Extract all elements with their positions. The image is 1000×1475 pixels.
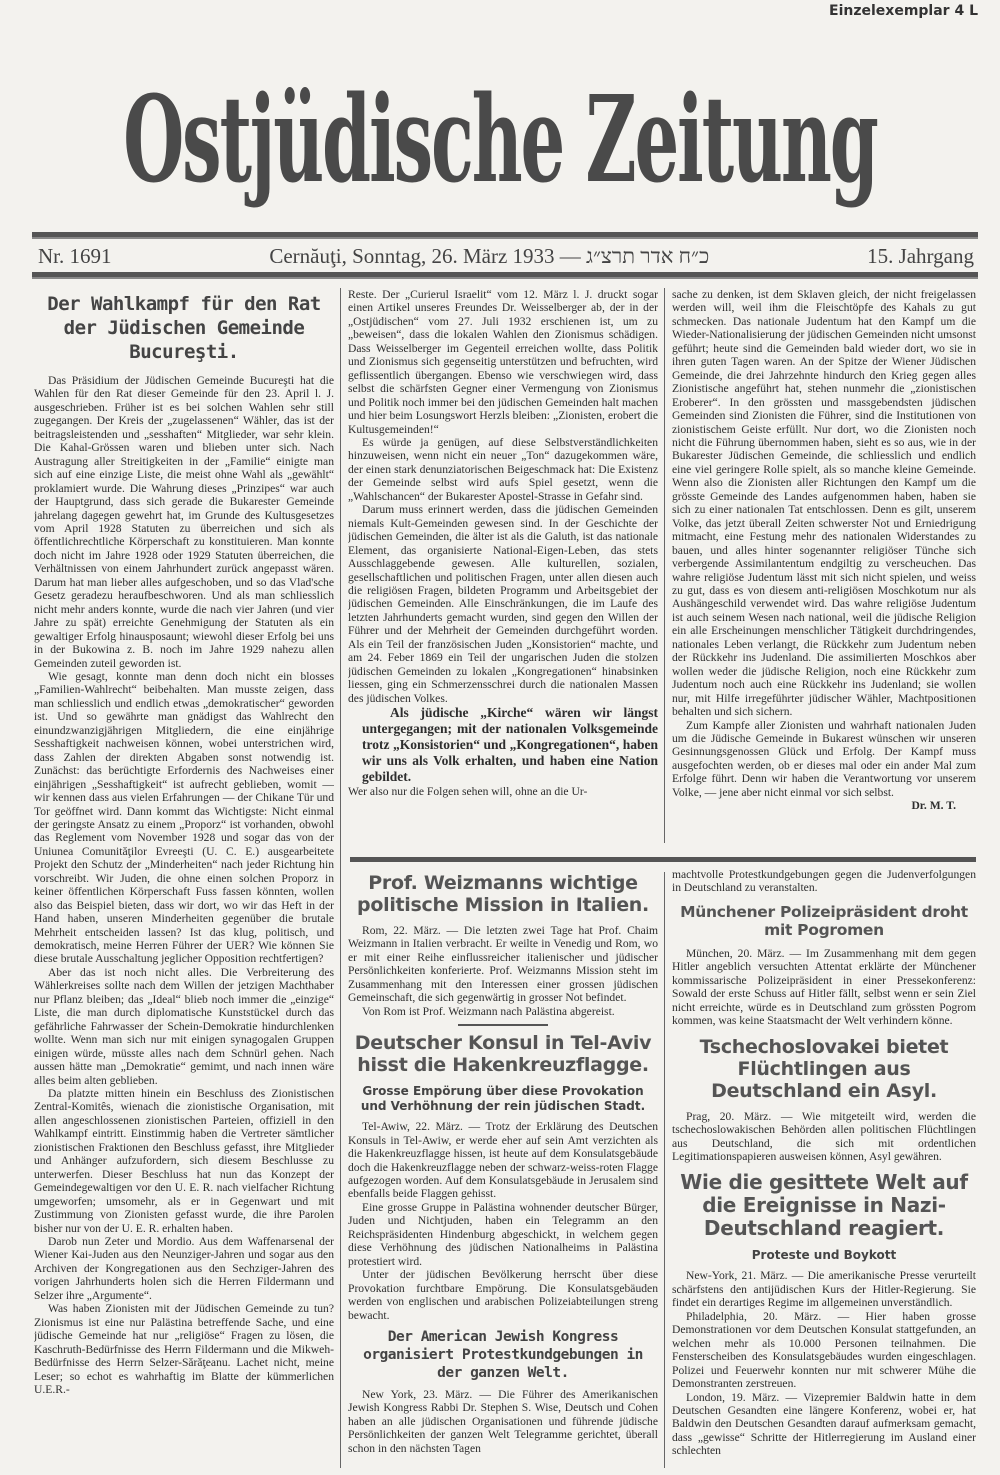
kongress-title: Der American Jewish Kongress organisiert Protestkundgebungen in der ganzen Welt. — [363, 1328, 643, 1381]
issue-dateline: Cernăuţi, Sonntag, 26. März 1933 — כ״ח אדר תרצ״ג — [269, 244, 710, 268]
prag-title: Tschechoslovakei bietet Flüchtlingen aus Deutschland ein Asyl. — [699, 1035, 949, 1102]
news-col2 — [348, 868, 658, 1468]
paragraph: Zum Kampfe aller Zionisten und wahrhaft nationalen Juden um die Jüdische Gemeinde in Bukarest wünschen wir unseren Gesinnungsgenossen Glück und Erfolg. Der Kampf muss ausgefochten werden, ob er dieses mal oder ein ander Mal zum Erfolge führt. Denn wir haben die Verantwortung vor unserem Volke, — jene aber nicht einmal vor sich selbst. — [672, 718, 976, 799]
paragraph: Wer also nur die Folgen sehen will, ohne an die Ur- — [348, 785, 588, 799]
paragraph: Darob nun Zeter und Mordio. Aus dem Waffenarsenal der Wiener Kai-Juden aus den Neunziger-Jahren und sogar aus den Archiven der Kongregationen aus den Sechziger-Jahren des vorigen Jahrhunderts holen sich die Herren Fildermann und Selzer ihre „Argumente“. — [34, 1235, 334, 1302]
paragraph: Aber das ist noch nicht alles. Die Verbreiterung des Wählerkreises sollte nach dem Willen der jetzigen Machthaber nur Pflanz bleiben; das „Ideal“ blieb noch immer die „einzige“ Liste, die man durch diplomatische Kunststückel durch das gefährliche Fahrwasser der Schein-Demokratie hindurchlenken wollte. Wenn man sich nur mit einigen synagogalen Gruppen einigen würde, müsste alles nach dem Schnürl gehen. Nach aussen hätte man „Demokratie“ gemimt, und nach innen wäre alles beim alten geblieben. — [34, 965, 334, 1087]
paragraph: Philadelphia, 20. März. — Hier haben grosse Demonstrationen vor dem Deutschen Konsulat stattgefunden, an welchen mehr als 10.000 Personen teilnahmen. Die Fensterscheiben des Konsulatsgebäudes wurden eingeschlagen. Polizei und Feuerwehr konnten nur mit schwerer Mühe die Demonstranten zerstreuen. — [672, 1309, 976, 1391]
paragraph: Da platzte mitten hinein ein Beschluss des Zionistischen Zentral-Komitês, wienach die zionistische Organisation, mit allen angeschlossenen zionistischen Parteien, offiziell in den Wahlkampf eintritt. Einstimmig haben die Vertreter sämtlicher zionistischen Fraktionen den Beschluss gefasst, ihre Mitglieder und Anhänger aufzufordern, sich diesem Beschlusse zu unterwerfen. Dieser Beschluss hat nun das Konzept der Gemeindegewaltigen vor den U. E. R. nach vielfacher Richtung umgeworfen; umsomehr, als er in Gegenwart und mit Zustimmung von Zionisten gefasst wurde, die ihre Parolen bisher nur von der U. E. R. erhalten haben. — [34, 1087, 334, 1235]
paragraph: Wie gesagt, konnte man denn doch nicht ein blosses „Familien-Wahlrecht“ beibehalten. Man musste zeigen, dass man schliesslich und endlich etwas „demokratischer“ geworden ist. Und so gewährte man gnädigst das Wahlrecht den einundzwanzigjährigen Mitgliedern, die eine einjährige Sesshaftigkeit nachweisen können, wobei unterstrichen wird, dass Zahlen der direkten Abgaben sonst notwendig ist. Zunächst: das berüchtigte Erfordernis des Nachweises einer einjährigen „Sesshaftigkeit“ ist aufrecht geblieben, womit — wir kennen dass aus vielen Erfahrungen — der Chikane Tür und Tor geöffnet wird. Dann kommt das Wichtigste: Nicht einmal der geringste Ansatz zu einem „Proporz“ ist vorhanden, obwohl das Reglement vom November 1928 und sogar das von der Uniunea Comunităţilor Evreeşti (U. C. E.) ausgearbeitete Projekt den Schutz der „Minderheiten“ nach jeder Richtung hin vorschreibt. Wir Juden, die ohne einen solchen Proporz in keiner öffentlichen Körperschaft Fuss fassen könnten, wollen also das Beispiel bieten, dass wir dort, wo wir das Heft in der Hand haben, unseren Minderheiten gegenüber die brutale Mehrheit entscheiden lassen? Ist das klug, politisch, und demokratisch, meine Herren Führer der UER? Wie können Sie diese brutale Ausschaltung jeglicher Opposition rechtfertigen? — [34, 669, 334, 966]
paragraph: Es würde ja genügen, auf diese Selbstverständlichkeiten hinzuweisen, wenn nicht ein neuer „Ton“ dazugekommen wäre, der einen stark denunziatorischen Beigeschmack hat: Die Existenz der Gemeinde selbst wird aufs Spiel gesetzt, wenn die „Wahlschancen“ der Bukarester Apostel-Strasse in Gefahr sind. — [348, 435, 658, 503]
paragraph: Rom, 22. März. — Die letzten zwei Tage hat Prof. Chaim Weizmann in Italien verbracht. Er weilte in Venedig und Rom, wo er mit einer Reihe einflussreicher italienischer und jüdischer Persönlichkeiten konferierte. Prof. Weizmanns Mission steht im Zusammenhang mit den Interessen einer grossen jüdischen Gemeinschaft, die sich gegenwärtig in grosser Not befindet. — [348, 924, 658, 1005]
welt-subtitle: Proteste und Boykott — [751, 1248, 897, 1263]
news-col3 — [672, 868, 976, 1468]
paragraph: Von Rom ist Prof. Weizmann nach Palästina abgereist. — [362, 1004, 615, 1018]
lead-article-title: Der Wahlkampf für den Rat der Jüdischen Gemeinde Bucureşti. — [47, 293, 321, 363]
column-divider — [340, 288, 341, 1468]
paragraph: Das Präsidium der Jüdischen Gemeinde Bucureşti hat die Wahlen für den Rat dieser Gemeinde für den 23. April l. J. ausgeschrieben. Früher ist es bei solchen Wahlen sehr still zugegangen. Der Kreis der „zugelassenen“ Wähler, das ist der beitragsleistenden und „sesshaften“ Mitglieder, war sehr klein. Die Kahal-Grössen waren und blieben unter sich. Nach Austragung aller Streitigkeiten in der „Familie“ einigte man sich auf eine einzige Liste, die meist ohne Wahl als „gewählt“ proklamiert wurde. Die Wahrung dieses „Prinzipes“ war auch der Hauptgrund, dass sich gerade die Bukarester Gemeinde jahrelang dagegen gewehrt hat, im Grunde des Kultusgesetzes vom April 1928 Statuten zu überreichen und sich als öffentlichrechtliche Körperschaft zu konstituieren. Man konnte doch nicht im Jahre 1928 oder 1929 Statuten überreichen, die Verhältnissen von einem Jahrhundert zurück angepasst wären. Darum hat man lieber alles aufgeschoben, und so das Vlad'sche Gesetz geradezu heraufbeschworen. Und als man schliesslich nicht mehr anders konnte, wurde die nach vier Jahren (und vier Jahre zu spät) erreichte Genehmigung der Statuten als ein gewaltiger Erfolg hinausposaunt; wiewohl dieser Erfolg bei uns in der Bukowina z. B. noch im Jahre 1929 nahezu allen Gemeinden zuteil geworden ist. — [34, 374, 334, 670]
paragraph: Prag, 20. März. — Wie mitgeteilt wird, werden die tschechoslowakischen Behörden allen politischen Flüchtlingen aus Deutschland, die sich mit ordentlichen Legitimationspapieren ausweisen können, Asyl gewähren. — [672, 1109, 976, 1163]
lead-article-col2 — [348, 288, 658, 846]
issue-info-line — [38, 242, 974, 270]
paragraph: Reste. Der „Curierul Israelit“ vom 12. März l. J. druckt sogar einen Artikel unseres Freundes Dr. Weisselberger ab, der in der „Ostjüdischen“ vom 27. Juli 1932 erschienen ist, um zu „beweisen“, dass die lokalen Wahlen den Zionismus schädigen. Dass Weisselberger im Gegenteil erreichen wollte, dass Politik und Zionismus sich gegenseitig unterstützen und befruchten, wird geflissentlich übergangen. Ebenso wie verschwiegen wird, dass selbst die schärfsten Gegner einer Vermengung von Zionismus und Politik noch immer bei den jüdischen Gemeinden halt machen und hier beim Losungswort Herzls bleiben: „Zionisten, erobert die Kultusgemeinden!“ — [348, 288, 658, 436]
bold-quote: Als jüdische „Kirche“ wären wir längst untergegangen; mit der nationalen Volksgemeinde trotz „Konsistorien“ und „Kongregationen“, haben wir uns als Volk erhalten, und haben eine Nation gebildet. — [362, 705, 658, 785]
section-rule — [350, 857, 976, 862]
konsul-subtitle: Grosse Empörung über diese Provokation und Verhöhnung der rein jüdischen Stadt. — [360, 1084, 646, 1114]
signature: Dr. M. T. — [911, 799, 956, 813]
masthead-rule-bottom — [32, 272, 978, 279]
weizmann-title: Prof. Weizmanns wichtige politische Mission in Italien. — [357, 872, 649, 916]
paragraph: München, 20. März. — Im Zusammenhang mit dem gegen Hitler angeblich versuchten Attentat erklärte der Münchener kommissarische Polizeipräsident in einer Pressekonferenz: Sowald der erste Schuss auf Hitler fällt, selbst wenn er sein Ziel nicht erreichte, würde es in Deutschland zum grössten Pogrom kommen, was keine Staatsmacht der Welt verhindern könne. — [672, 946, 976, 1028]
welt-title: Wie die gesittete Welt auf die Ereignisse in Nazi-Deutschland reagiert. — [680, 1170, 968, 1241]
muenchen-title: Münchener Polizeipräsident droht mit Pogromen — [680, 902, 968, 939]
paragraph: machtvolle Protestkundgebungen gegen die Judenverfolgungen in Deutschland zu veranstalten. — [672, 868, 976, 895]
paragraph: Tel-Awiw, 22. März. — Trotz der Erklärung des Deutschen Konsuls in Tel-Awiw, er werde eher auf sein Amt verzichten als die Hakenkreuzflagge hissen, ist heute auf dem Konsulatsgebäude doch die Hakenkreuzflagge neben der schwarz-weiss-roten Flagge aufgezogen worden. Auf dem Konsulatsgebäude in Jerusalem sind ebenfalls beide Flaggen gehisst. — [348, 1120, 658, 1201]
paragraph: Darum muss erinnert werden, dass die jüdischen Gemeinden niemals Kult-Gemeinden gewesen sind. In der Geschichte der jüdischen Gemeinden, die älter ist als die Galuth, ist das nationale Element, das organisierte National-Eigen-Leben, das stets Ausschlaggebende gewesen. Alle kulturellen, sozialen, gesellschaftlichen und politischen Fragen, unter allen diesen auch die religiösen Fragen, bildeten Programm und Arbeitsgebiet der jüdischen Gemeinden. Alle Einschränkungen, die im Laufe des letzten Jahrhunderts gemacht wurden, sind gegen den Willen der Führer und der Mehrheit der Gemeinden durchgeführt worden. Als ein Teil der französischen Juden „Konsistorien“ machte, und am 24. Feber 1869 ein Teil der ungarischen Juden die stolzen jüdischen Gemeinden zu lokalen „Kongregationen“ hinabsinken liessen, ging ein Schmerzensschrei durch die nationalen Massen des jüdischen Volkes. — [348, 503, 658, 705]
issue-volume: 15. Jahrgang — [867, 244, 974, 268]
article-divider — [458, 1024, 548, 1026]
paragraph: London, 19. März. — Vizepremier Baldwin hatte in dem Deutschen Gesandten eine längere Konferenz, wobei er, hat Baldwin den Deutschen Gesandten darauf aufmerksam gemacht, dass „gewisse“ Schritte der Hitlerregierung im Ausland einer schlechten — [672, 1390, 976, 1458]
column-divider — [664, 288, 665, 843]
lead-article-col1 — [34, 288, 334, 1468]
newspaper-masthead: Ostjüdische Zeitung — [123, 68, 877, 210]
lead-article-col3 — [672, 288, 976, 846]
paragraph: Was haben Zionisten mit der Jüdischen Gemeinde zu tun? Zionismus ist eine nur Palästina betreffende Sache, und eine jüdische Gemeinde hat nur „religiöse“ Fragen zu lösen, die Kaschruth-Bedürfnisse des Herrn Fildermann und die Mikweh-Bedürfnisse des Herrn Selzer-Sărăţeanu. Lachet nicht, meine Leser; so echot es wahrhaftig im Blatte der kümmerlichen U.E.R.- — [34, 1302, 334, 1396]
paragraph: Eine grosse Gruppe in Palästina wohnender deutscher Bürger, Juden und Nichtjuden, haben ein Telegramm an den Reichspräsidenten Hindenburg abgeschickt, in welchem gegen diese Verhöhnung des jüdischen Nationalheims in Palästina protestiert wird. — [348, 1200, 658, 1268]
paragraph: sache zu denken, ist dem Sklaven gleich, der nicht freigelassen werden will, weil ihm die Fleischtöpfe des Kahals zu gut schmecken. Das nationale Judentum hat den Kampf um die Wieder-Nationalisierung der jüdischen Gemeinden nicht umsonst geführt; heute sind die Gemeinden bald wieder dort, wo sie in ihren guten Tagen waren. An der Spitze der Wiener Jüdischen Gemeinde, die drei Jahrzehnte hindurch den Krieg gegen alles Zionistische angeführt hat, stehen nunmehr die „zionistischen Eroberer“. In den grössten und massgebendsten jüdischen Gemeinden sind Zionisten die Führer, sind die Institutionen von zionistischem Geiste erfüllt. Nur dort, wo die Zionisten noch nicht die Führung übernommen haben, sieht es so aus, wie in der Bukarester Jüdischen Gemeinde, die schliesslich und endlich eine viel geringere Rolle spielt, als so manche kleine Gemeinde. Wenn also die Zionisten aller Richtungen den Kampf um die grösste Gemeinde des Landes aufgenommen haben, haben sie sich zu einer nationalen Tat entschlossen. Denn es gilt, unserem Volke, das jetzt überall Zeiten schwerster Not und Erniedrigung mitmacht, eine Festung mehr des nationalen Widerstandes zu bauen, und alles hinter sogenannter religiöser Tünche sich verbergende Assimilantentum endgiltig zu verscheuchen. Das wahre religiöse Judentum lässt mit sich nicht spielen, und weiss zu gut, dass es von diesem anti-religiösen Moschkotum nur als Aushängeschild verwendet wird. Das wahre religiöse Judentum ist auch seinem Wesen nach national, weil die jüdische Religion ein alle Erscheinungen menschlicher Tätigkeit durchdringendes, nationales Leben verlangt, die Rückkehr zum Judentum neben der Rückkehr ins Judenland. Die assimilierten Moschkos aber wollen weder die jüdische Religion, noch eine Rückkehr zum Judentum noch auch eine Rückkehr ins Judenland; sie wollen nur, mit Hilfe irregeführter jüdischer Wähler, Machtpositionen behalten und sich sichern. — [672, 288, 976, 719]
price-label: Einzelexemplar 4 L — [829, 3, 978, 19]
masthead-rule-top — [32, 232, 978, 239]
column-divider — [664, 872, 665, 1468]
paragraph: Unter der jüdischen Bevölkerung herrscht über diese Provokation furchtbare Empörung. Die Konsulatsgebäuden werden von englischen und arabischen Polizeiabteilungen streng bewacht. — [348, 1268, 658, 1322]
issue-number: Nr. 1691 — [38, 244, 112, 268]
paragraph: New-York, 21. März. — Die amerikanische Presse verurteilt schärfstens den antijüdischen Kurs der Hitler-Regierung. Sie findet ein derartiges Regime im allgemeinen unverständlich. — [672, 1269, 976, 1310]
paragraph: New York, 23. März. — Die Führer des Amerikanischen Jewish Kongress Rabbi Dr. Stephen S. Wise, Deutsch und Cohen haben an alle jüdischen Organisationen und führende jüdische Persönlichkeiten der ganzen Welt Telegramme gerichtet, überall schon in den nächsten Tagen — [348, 1387, 658, 1455]
konsul-title: Deutscher Konsul in Tel-Aviv hisst die Hakenkreuzflagge. — [354, 1032, 652, 1077]
